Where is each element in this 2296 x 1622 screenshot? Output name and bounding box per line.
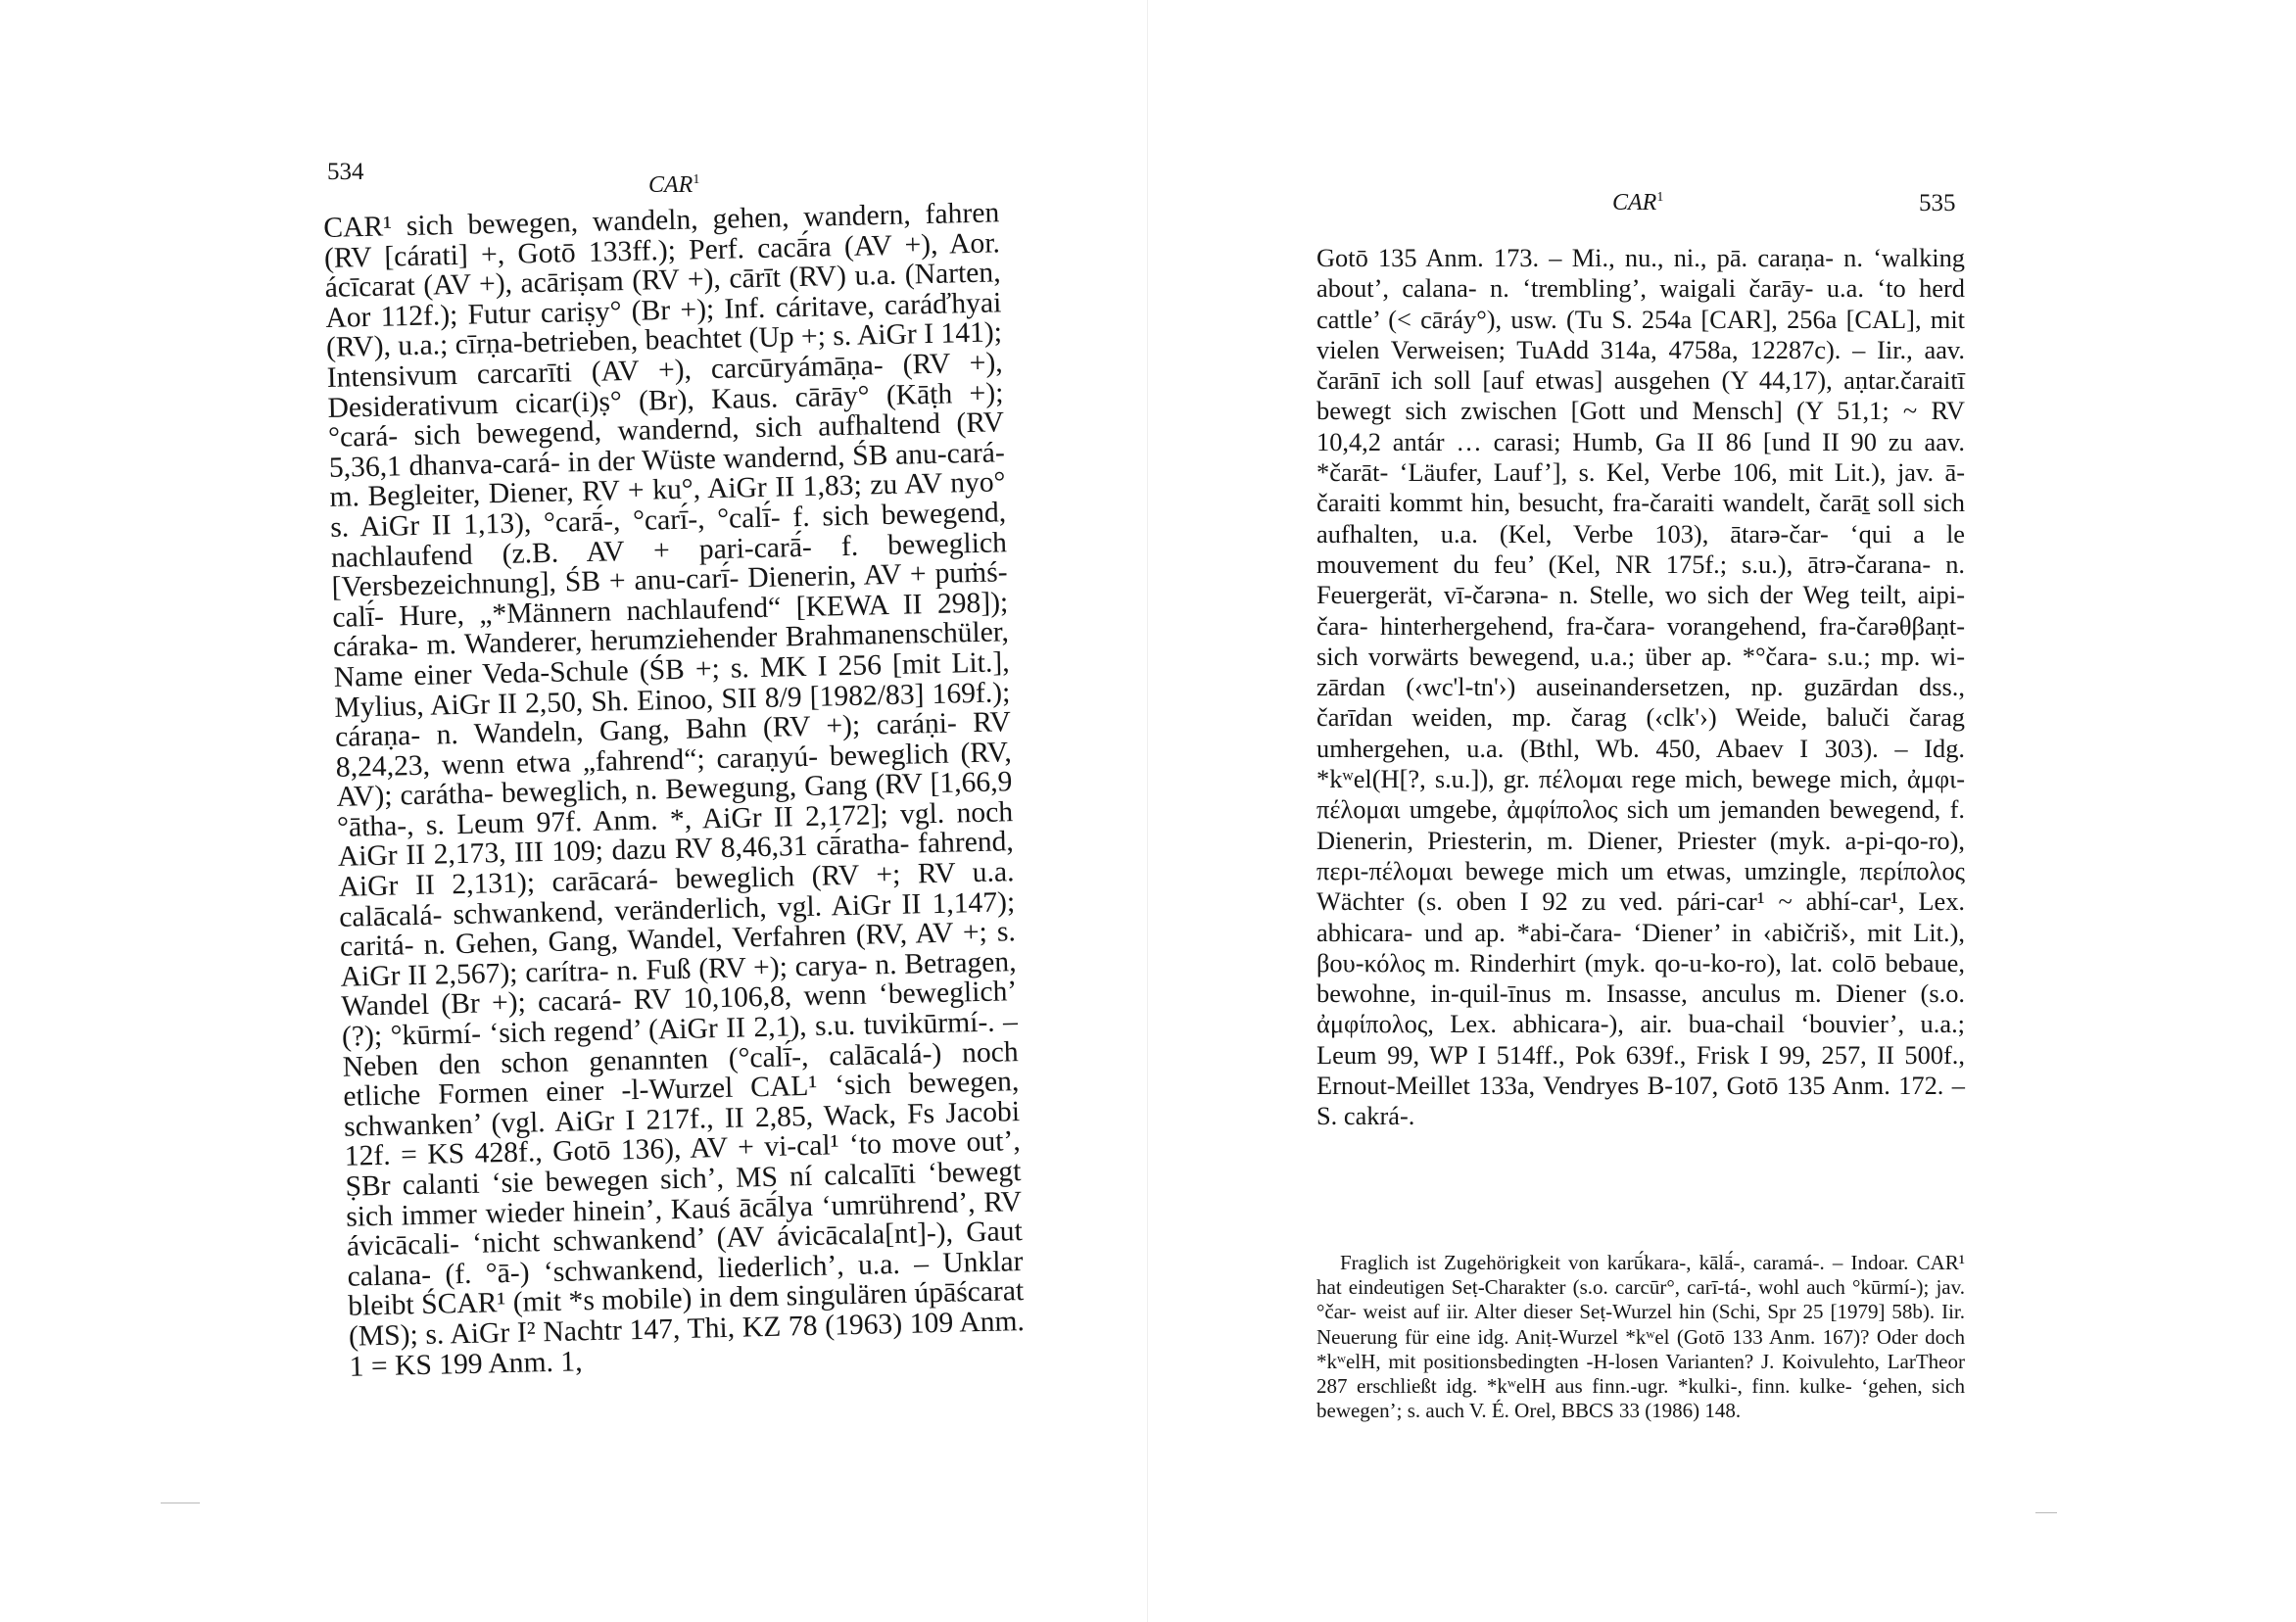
left-running-head bbox=[648, 172, 699, 199]
right-running-head-title: CAR bbox=[1612, 190, 1657, 215]
right-running-head-sup: 1 bbox=[1656, 190, 1664, 205]
left-running-head-title: CAR bbox=[648, 172, 694, 198]
left-entry-paragraph: CAR¹ sich bewegen, wandeln, gehen, wandern, fahren (RV [cárati] +, Gotō 133ff.); Perf. cacā́ra (AV +), Aor. ácīcarat (AV +), acāriṣam (RV +), cārīt (RV) u.a. (Narten, Aor 112f.); Futur cariṣy° (Br +); Inf. cáritave, caráďhyai (RV), u.a.; cīrṇa-betrieben, beachtet (Up +; s. AiGr I 141); Intensivum carcarīti (AV +), carcūryámāṇa- (RV +), Desiderativum cicar(i)ṣ° (Br), Kaus. cārāy° (Kāṭh +); °cará- sich bewegend, wandernd, sich aufhaltend (RV 5,36,1 dhanva-cará- in der Wüste wandernd, ŚB anu-cará- m. Begleiter, Diener, RV + ku°, AiGr II 1,83; zu AV nyo° s. AiGr II 1,13), °carā́-, °carī́-, °calī́- f. sich bewegend, nachlaufend (z.B. AV + pari-carā́- f. beweglich [Versbezeichnung], ŚB + anu-carī́- Dienerin, AV + puṁś-calī́- Hure, „*Männern nachlaufend“ [KEWA II 298]); cáraka- m. Wanderer, herumziehender Brahmanenschüler, Name einer Veda-Schule (ŚB +; s. MK I 256 [mit Lit.], Mylius, AiGr II 2,50, Sh. Einoo, SII 8/9 [1982/83] 169f.); cáraṇa- n. Wandeln, Gang, Bahn (RV +); caráṇi- RV 8,24,23, wenn etwa „fahrend“; caraṇyú- beweglich (RV, AV); carátha- beweglich, n. Bewegung, Gang (RV [1,66,9 °ātha-, s. Leum 97f. Anm. *, AiGr II 2,172]; vgl. noch AiGr II 2,173, III 109; dazu RV 8,46,31 cā́ratha- fahrend, AiGr II 2,131); carācará- beweglich (RV +; RV u.a. calācalá- schwankend, veränderlich, vgl. AiGr II 1,147); caritá- n. Gehen, Gang, Wandel, Verfahren (RV, AV +; s. AiGr II 2,567); carítra- n. Fuß (RV +); carya- n. Betragen, Wandel (Br +); cacará- RV 10,106,8, wenn ‘beweglich’ (?); °kūrmí- ‘sich regend’ (AiGr II 2,1), s.u. tuvikūrmí-. – Neben den schon genannten (°calī́-, calācalá-) noch etliche Formen einer -l-Wurzel CAL¹ ‘sich bewegen, schwanken’ (vgl. AiGr I 217f., II 2,85, Wack, Fs Jacobi 12f. = KS 428f., Gotō 136), AV + vi-cal¹ ‘to move out’, ṢBr calanti ‘sie bewegen sich’, MS ní calcalīti ‘bewegt sich immer wieder hinein’, Kauś ācā́lya ‘umrührend’, RV ávicācali- ‘nicht schwankend’ (AV ávicācala[nt]-), Gaut calana- (f. °ā-) ‘schwankend, liederlich’, u.a. – Unklar bleibt ŚCAR¹ (mit *s mobile) in dem singulären úpāścarat (MS); s. AiGr I² Nachtr 147, Thi, KZ 78 (1963) 109 Anm. 1 = KS 199 Anm. 1, bbox=[322, 197, 1026, 1383]
right-page-number: 535 bbox=[1919, 190, 1956, 216]
left-page-number: 534 bbox=[327, 159, 364, 185]
right-entry-paragraph: Gotō 135 Anm. 173. – Mi., nu., ni., pā. caraṇa- n. ‘walking about’, calana- n. ‘trembling’, waigali čarāy- u.a. ‘to herd cattle’ (< cāráy°), usw. (Tu S. 254a [CAR], 256a [CAL], mit vielen Verweisen; TuAdd 314a, 4758a, 12287c). – Iir., aav. čarānī ich soll [auf etwas] ausgehen (Y 44,17), aṇtar.čaraitī bewegt sich zwischen [Gott und Mensch] (Y 51,1; ~ RV 10,4,2 antár … carasi; Humb, Ga II 86 [und II 90 zu aav. *čarāt- ‘Läufer, Lauf’], s. Kel, Verbe 106, mit Lit.), jav. ā-čaraiti kommt hin, besucht, fra-čaraiti wandelt, čarāṯ soll sich aufhalten, u.a. (Kel, Verbe 103), ātarə-čar- ‘qui a le mouvement du feu’ (Kel, NR 175f.; s.u.), ātrə-čarana- n. Feuergerät, vī-čarəna- n. Stelle, wo sich der Weg teilt, aipi-čara- hinterhergehend, fra-čara- vorangehend, fra-čarəθβaṇt- sich vorwärts bewegend, u.a.; über ap. *°čara- s.u.; mp. wi-zārdan (‹wc'l-tn'›) auseinandersetzen, np. guzārdan dss., čarīdan weiden, mp. čarag (‹clk'›) Weide, baluči čarag umhergehen, u.a. (Bthl, Wb. 450, Abaev I 303). – Idg. *kʷel(H[?, s.u.]), gr. πέλομαι rege mich, bewege mich, ἀμφι-πέλομαι umgebe, ἀμφίπολος sich um jemanden bewegend, f. Dienerin, Priesterin, m. Diener, Priester (myk. a-pi-qo-ro), περι-πέλομαι bewege mich um etwas, umzingle, περίπολος Wächter (s. oben I 92 zu ved. pári-car¹ ~ abhí-car¹, Lex. abhicara- und ap. *abi-čara- ‘Diener’ in ‹abičriš›, mit Lit.), βου-κόλος m. Rinderhirt (myk. qo-u-ko-ro), lat. colō bebaue, bewohne, in-quil-īnus m. Insasse, anculus m. Diener (s.o. ἀμφίπολος, Lex. abhicara-), air. bua-chail ‘bouvier’, u.a.; Leum 99, WP I 514ff., Pok 639f., Frisk I 99, 257, II 500f., Ernout-Meillet 133a, Vendryes B-107, Gotō 135 Anm. 172. – S. cakrá-. bbox=[1316, 243, 1965, 1131]
left-running-head-sup: 1 bbox=[693, 172, 700, 187]
right-footnote bbox=[1316, 1251, 1965, 1423]
right-running-head bbox=[1612, 190, 1663, 216]
right-footnote-paragraph: Fraglich ist Zugehörigkeit von karū́kara-, kālā́-, caramá-. – Indoar. CAR¹ hat eindeutigen Seṭ-Charakter (s.o. carcūr°, carī-tá-, wohl auch °kūrmí-); jav. °čar- weist auf iir. Alter dieser Seṭ-Wurzel hin (Schi, Spr 25 [1979] 58b). Iir. Neuerung für eine idg. Aniṭ-Wurzel *kʷel (Gotō 133 Anm. 167)? Oder doch *kʷelH, mit positionsbedingten -H-losen Varianten? J. Koivulehto, LarTheor 287 erschließt idg. *kʷelH aus finn.-ugr. *kulki-, finn. kulke- ‘gehen, sich bewegen’; s. auch V. É. Orel, BBCS 33 (1986) 148. bbox=[1316, 1251, 1965, 1423]
scan-speck bbox=[2035, 1512, 2057, 1513]
left-entry-text bbox=[323, 198, 1026, 1382]
right-entry-text bbox=[1316, 243, 1965, 1132]
